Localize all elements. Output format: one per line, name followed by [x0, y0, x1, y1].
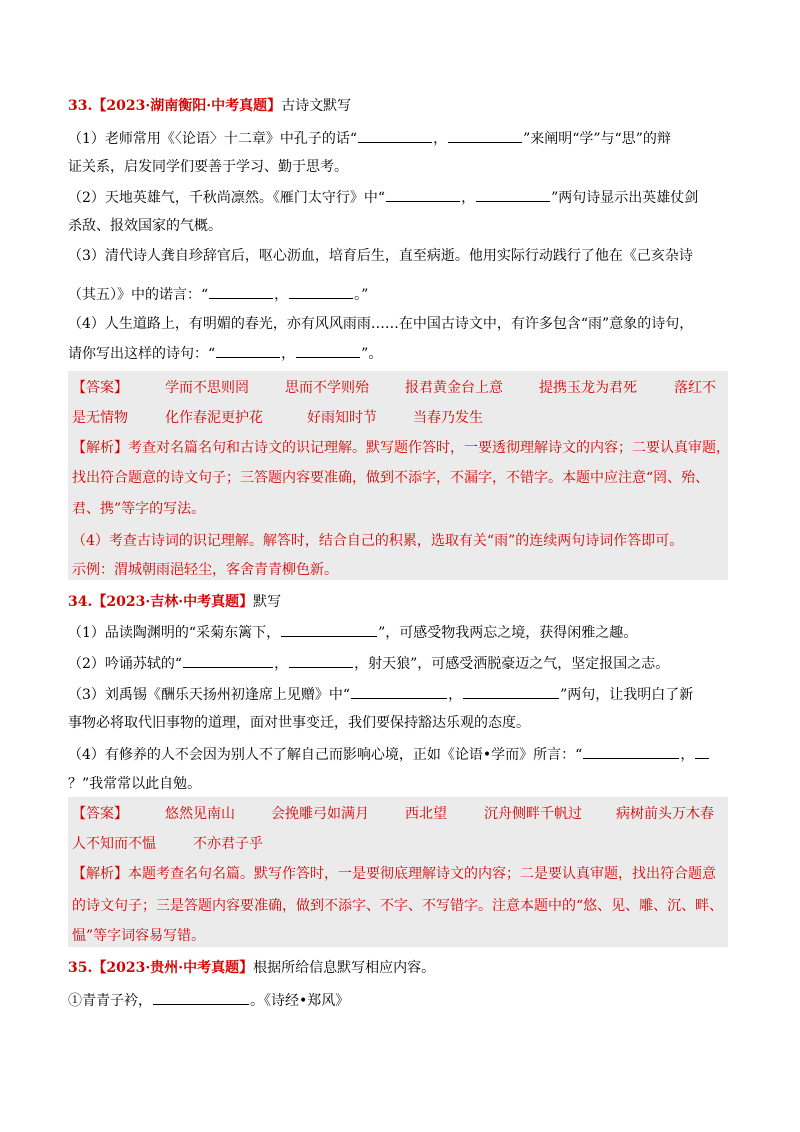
- q34-part3-line2: 事物必将取代旧事物的道理，面对世事变迁，我们要保持豁达乐观的态度。: [68, 715, 530, 731]
- q34-answer: 悠然见南山: [165, 806, 235, 822]
- answer-blank[interactable]: [153, 990, 249, 1005]
- answer-blank[interactable]: [216, 343, 280, 358]
- q33-part3-line1: （3）清代诗人龚自珍辞官后，呕心沥血，培育后生，直至病逝。他用实际行动践行了他在《己亥杂诗: [68, 248, 693, 264]
- q33-analysis-line2: 找出符合题意的诗文句子；三答题内容要准确，做到不添字，不漏字，不错字。本题中应注意“罔、殆、: [72, 470, 710, 486]
- q33-analysis-line4: （4）考查古诗词的识记理解。解答时，结合自己的积累，选取有关“雨”的连续两句诗词作答即可。: [72, 533, 684, 549]
- answer-blank[interactable]: [289, 284, 353, 299]
- q34-source: 【2023·吉林·中考真题】: [92, 594, 254, 610]
- answer-blank[interactable]: [183, 653, 273, 668]
- q33-answer: 思而不学则殆: [285, 380, 369, 396]
- q33-answer: 化作春泥更护花: [165, 410, 263, 426]
- q35-title: 根据所给信息默写相应内容。: [253, 960, 436, 976]
- q33-part1-line2: 证关系，启发同学们要善于学习、勤于思考。: [68, 159, 348, 175]
- q33-part4-line1: （4）人生道路上，有明媚的春光，亦有风风雨雨……在中国古诗文中，有许多包含“雨”意象的诗句，: [68, 316, 694, 332]
- q35-number: 35.: [68, 960, 93, 976]
- q34-answer: 会挽雕弓如满月: [271, 806, 369, 822]
- q35-heading: [68, 958, 435, 978]
- q33-answer: 落红不: [674, 380, 716, 396]
- q34-part4-line2: ？”我常常以此自勉。: [68, 776, 202, 792]
- answer-blank[interactable]: [695, 744, 709, 759]
- q34-answer: 西北望: [405, 806, 447, 822]
- q34-answer: 不亦君子乎: [193, 836, 263, 852]
- q33-answer: 当春乃发生: [413, 410, 483, 426]
- q33-number: 33.: [68, 98, 93, 114]
- q33-answer: 报君黄金台上意: [405, 380, 503, 396]
- q34-answer-tag: 【答案】: [72, 806, 128, 822]
- q33-source: 【2023·湖南衡阳·中考真题】: [92, 98, 282, 114]
- answer-blank[interactable]: [209, 284, 273, 299]
- q33-answer-tag: 【答案】: [72, 380, 128, 396]
- q34-number: 34.: [68, 594, 93, 610]
- q34-answer: 沉舟侧畔千帆过: [484, 806, 582, 822]
- q35-source: 【2023·贵州·中考真题】: [92, 960, 254, 976]
- q33-answer: 是无情物: [72, 410, 128, 426]
- q33-analysis-line5: 示例：渭城朝雨浥轻尘，客舍青青柳色新。: [72, 562, 338, 578]
- q33-answer: 学而不思则罔: [165, 380, 249, 396]
- answer-blank[interactable]: [463, 684, 559, 699]
- answer-blank[interactable]: [386, 187, 460, 202]
- q33-part3-line2: （其五）》中的诺言：“ ， 。”: [68, 284, 368, 305]
- q34-title: 默写: [253, 594, 282, 610]
- q34-part4-line1: （4）有修养的人不会因为别人不了解自己而影响心境，正如《论语•学而》所言：“ ，: [68, 744, 710, 765]
- q33-part2-line2: 杀敌、报效国家的气概。: [68, 218, 222, 234]
- answer-blank[interactable]: [358, 128, 432, 143]
- answer-blank[interactable]: [351, 684, 447, 699]
- q33-title: 古诗文默写: [281, 98, 352, 114]
- q33-analysis-line3: 君、携”等字的写法。: [72, 501, 206, 517]
- q33-part1-line1: （1）老师常用《〈论语〉十二章》中孔子的话“ ， ”来阐明“学”与“思”的辩: [68, 128, 671, 149]
- answer-blank[interactable]: [448, 128, 522, 143]
- q33-heading: [68, 96, 351, 116]
- q34-part3-line1: （3）刘禹锡《酬乐天扬州初逢席上见赠》中“ ， ”两句，让我明白了新: [68, 684, 693, 705]
- q34-part2: （2）吟诵苏轼的“ ， ，射天狼”，可感受洒脱豪迈之气，坚定报国之志。: [68, 653, 669, 674]
- q33-answer: 提携玉龙为君死: [539, 380, 637, 396]
- q35-part1: ①青青子衿， 。《诗经•郑风》: [68, 990, 349, 1011]
- q34-analysis-line2: 的诗文句子；三是答题内容要准确，做到不添字、不字、不写错字。注意本题中的“悠、见、雕、沉、畔、: [72, 898, 724, 914]
- answer-blank[interactable]: [289, 653, 353, 668]
- answer-blank[interactable]: [296, 343, 360, 358]
- answer-blank[interactable]: [476, 187, 550, 202]
- q34-analysis-line3: 愠”等字词容易写错。: [72, 928, 206, 944]
- answer-blank[interactable]: [281, 622, 377, 637]
- q33-answer: 好雨知时节: [307, 410, 377, 426]
- q34-part1: （1）品读陶渊明的“采菊东篱下， ”，可感受物我两忘之境，获得闲雅之趣。: [68, 622, 637, 643]
- q34-analysis-line1: 【解析】本题考查名句名篇。默写作答时，一是要彻底理解诗文的内容；二是要认真审题，找出符合题意: [72, 866, 716, 882]
- q33-part4-line2: 请你写出这样的诗句：“ ， ”。: [68, 343, 382, 364]
- q34-heading: [68, 592, 281, 612]
- q34-answer: 病树前头万木春: [616, 806, 714, 822]
- q33-analysis-line1: 【解析】考查对名篇名句和古诗文的识记理解。默写题作答时，一要透彻理解诗文的内容；二要认真审题，: [72, 440, 730, 456]
- q34-answer: 人不知而不愠: [72, 836, 156, 852]
- q33-part2-line1: （2）天地英雄气，千秋尚凛然。《雁门太守行》中“ ， ”两句诗显示出英雄仗剑: [68, 187, 698, 208]
- answer-blank[interactable]: [583, 744, 679, 759]
